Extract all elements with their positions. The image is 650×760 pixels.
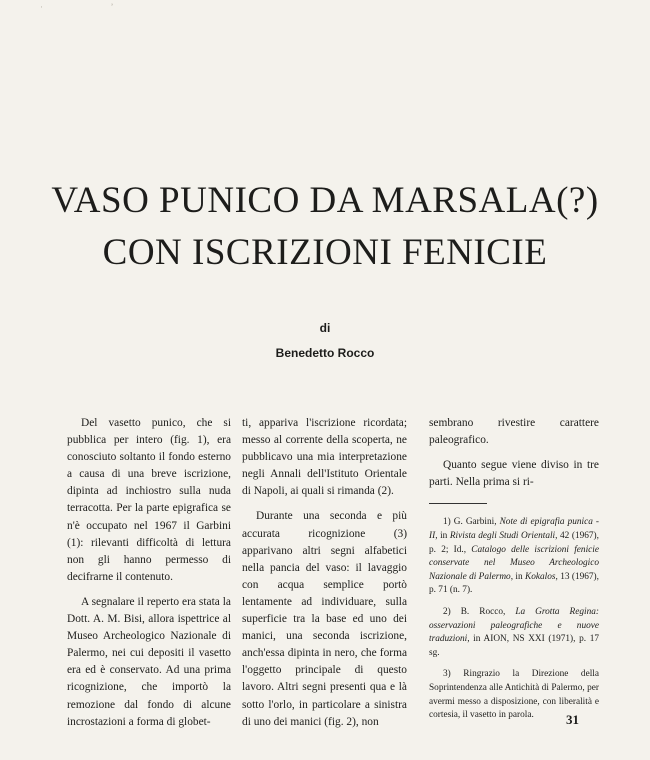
title-line-2: CON ISCRIZIONI FENICIE: [102, 232, 548, 273]
text-column-2: [242, 415, 407, 731]
paragraph: A segnalare il reperto era stata la Dott. A. M. Bisi, allora ispettrice al Museo Archeologico Nazionale di Palermo, nei cui depositi il vasetto era ed è conservato. Ad una prima ricognizione, che importò la remozione dal fondo di alcune incrostazioni a forma di globet-: [67, 595, 231, 728]
byline-di: di: [319, 321, 331, 335]
paragraph: Durante una seconda e più accurata ricognizione (3) apparivano altri segni alfabetici nella pancia del vaso: il lavaggio con acqua semplice portò lentamente ad individuare, sulla superficie tra la base ed uno dei manici, una seconda iscrizione, anch'essa dipinta in nero, che forma l'oggetto principale di questo lavoro. Altri segni presenti qua e là sotto l'orlo, in particolare a sinistra di uno dei manici (fig. 2), non: [242, 510, 407, 728]
footnote-rule: [429, 503, 487, 504]
page-specks: · ʼ: [40, 2, 114, 12]
footnote-3: 3) Ringrazio la Direzione della Soprintendenza alle Antichità di Palermo, per avermi messo a disposizione, con liberalità e cortesia, il vasetto in parola.: [429, 669, 599, 721]
footnote-2: 2) B. Rocco, La Grotta Regina: osservazioni paleografiche e nuove traduzioni, in AION, NS XXI (1971), p. 17 sg.: [429, 606, 599, 658]
paragraph: Del vasetto punico, che si pubblica per intero (fig. 1), era conosciuto soltanto il fondo esterno a causa di una breve iscrizione, dipinta ad inchiostro sulla nuda terracotta. Per la parte epigrafica se n'è occupato nel 1967 il Garbini (1): rilevanti difficoltà di lettura non gli hanno permesso di decifrarne il contenuto.: [67, 417, 231, 583]
paragraph: ti, appariva l'iscrizione ricordata; messo al corrente della scoperta, ne pubblicavo una mia interpretazione negli Annali dell'Istituto Orientale di Napoli, ai quali si rimanda (2).: [242, 417, 407, 498]
footnote-1: 1) G. Garbini, Note di epigrafia punica - II, in Rivista degli Studi Orientali, 42 (1967), p. 2; Id., Catalogo delle iscrizioni fenicie conservate nel Museo Archeologico Nazionale di Palermo, in Kokalos, 13 (1967), p. 71 (n. 7).: [429, 517, 600, 596]
text-column-3: [429, 415, 599, 728]
text-column-1: [67, 415, 231, 731]
paragraph: sembrano rivestire carattere paleografico.: [429, 417, 599, 447]
footnotes: [429, 516, 599, 722]
paragraph: Quanto segue viene diviso in tre parti. Nella prima si ri-: [429, 459, 599, 489]
title-line-1: VASO PUNICO DA MARSALA(?): [51, 180, 599, 221]
page-number: 31: [566, 712, 579, 727]
article-title: [0, 175, 650, 279]
author-name: Benedetto Rocco: [275, 346, 375, 360]
